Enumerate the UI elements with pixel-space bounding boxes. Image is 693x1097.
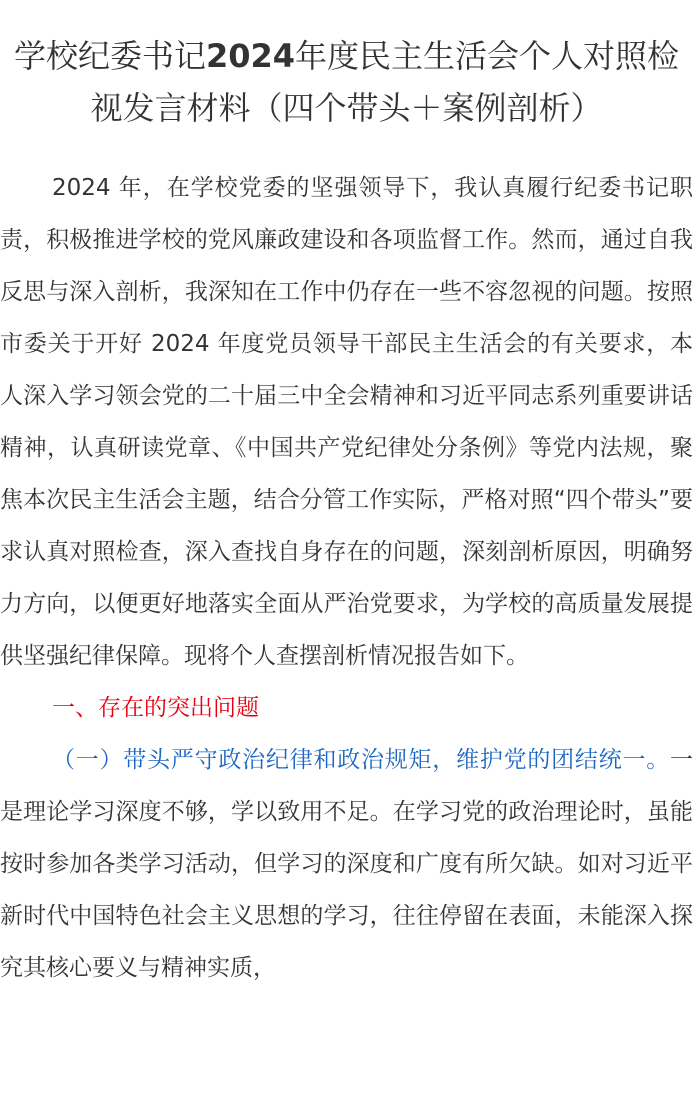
intro-paragraph: 2024 年，在学校党委的坚强领导下，我认真履行纪委书记职责，积极推进学校的党风廉政建设和各项监督工作。然而，通过自我反思与深入剖析，我深知在工作中仍存在一些不容忽视的问题。按照市委关于开好 2024 年度党员领导干部民主生活会的有关要求，本人深入学习领会党的二十届三中全会精神和习近平同志系列重要讲话精神，认真研读党章、《中国共产党纪律处分条例》等党内法规，聚焦本次民主生活会主题，结合分管工作实际，严格对照“四个带头”要求认真对照检查，深入查找自身存在的问题，深刻剖析原因，明确努力方向，以便更好地落实全面从严治党要求，为学校的高质量发展提供坚强纪律保障。现将个人查摆剖析情况报告如下。 (0, 175, 693, 669)
title-part-1: 学校纪委书记 (13, 37, 206, 75)
subsection-paragraph (0, 734, 693, 994)
subsection-heading: （一）带头严守政治纪律和政治规矩，维护党的团结统一。 (52, 747, 670, 773)
title-part-2: 年度民主生活会个人对照检视发言材料（四个带头＋案例剖析） (90, 37, 680, 127)
document-body (0, 162, 693, 994)
title-year: 2024 (205, 37, 296, 75)
subsection-body: 一是理论学习深度不够，学以致用不足。在学习党的政治理论时，虽能按时参加各类学习活动，但学习的深度和广度有所欠缺。如对习近平新时代中国特色社会主义思想的学习，往往停留在表面，未能深入探究其核心要义与精神实质， (0, 747, 693, 981)
document-title (0, 30, 693, 134)
section-heading-problems: 一、存在的突出问题 (52, 695, 259, 721)
